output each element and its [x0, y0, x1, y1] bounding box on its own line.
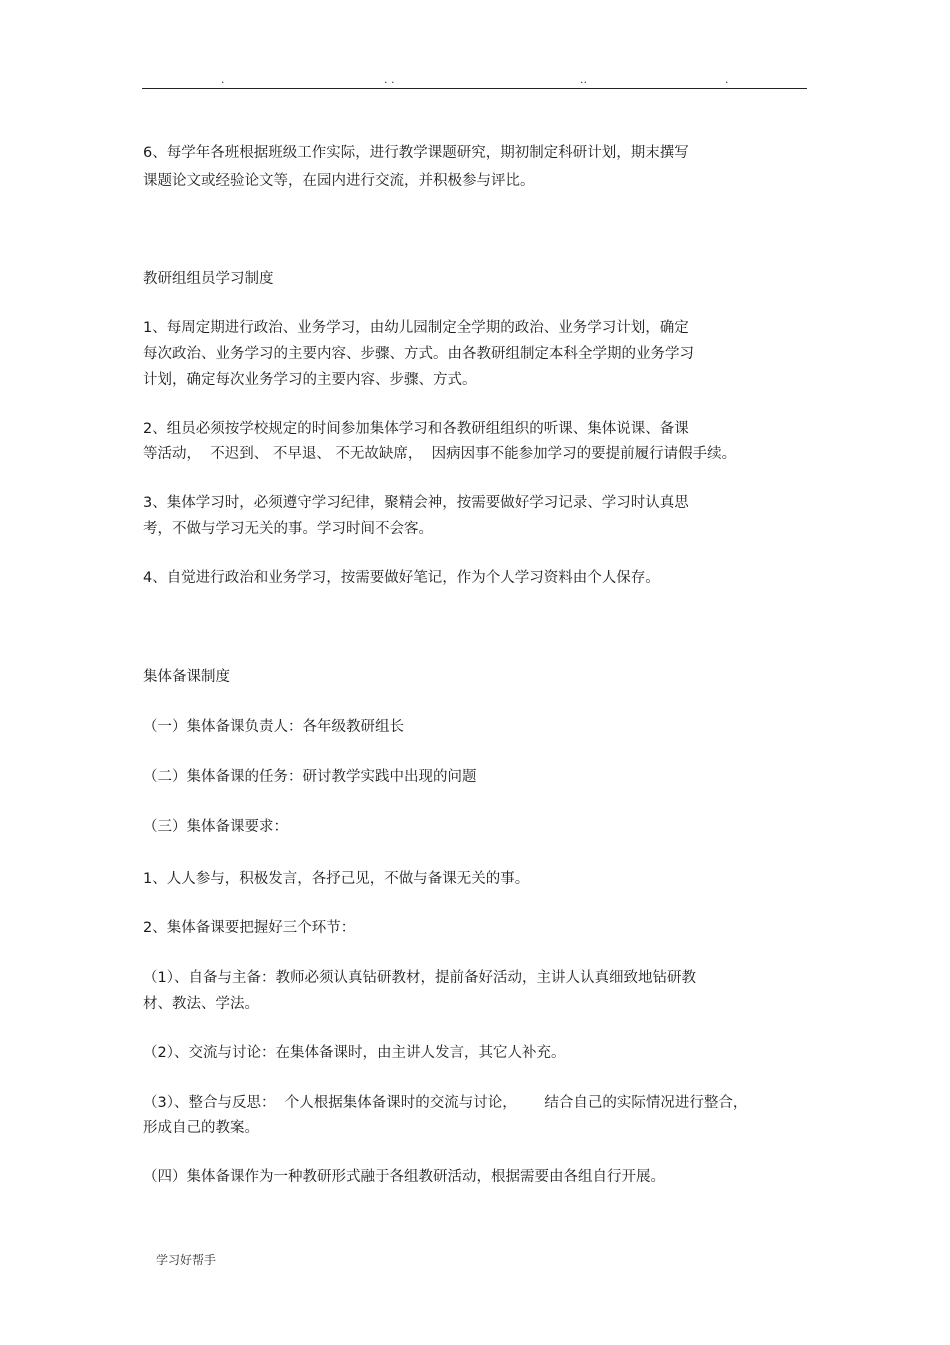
prep-item-1: （一）集体备课负责人：各年级教研组长: [143, 719, 404, 735]
prep-item-4: （四）集体备课作为一种教研形式融于各组教研活动，根据需要由各组自行开展。: [143, 1169, 665, 1185]
section-title-study: 教研组组员学习制度: [143, 271, 274, 287]
header-dot: . .: [384, 73, 395, 86]
step-3-line-1: （3）、整合与反思： 个人根据集体备课时的交流与讨论， 结合自己的实际情况进行整合，: [143, 1095, 748, 1111]
study-item-1-line-3: 计划，确定每次业务学习的主要内容、步骤、方式。: [143, 372, 477, 388]
study-item-3-line-1: 3、集体学习时，必须遵守学习纪律，聚精会神，按需要做好学习记录、学习时认真思: [143, 495, 689, 511]
study-item-3-line-2: 考，不做与学习无关的事。学习时间不会客。: [143, 521, 433, 537]
paragraph-6-line-1: 6、每学年各班根据班级工作实际，进行教学课题研究，期初制定科研计划，期末撰写: [143, 145, 689, 161]
study-item-2-line-2: 等活动， 不迟到、 不早退、 不无故缺席， 因病因事不能参加学习的要提前履行请假手续。: [143, 446, 737, 462]
step-1-line-2: 材、教法、学法。: [143, 996, 259, 1012]
study-item-1-line-1: 1、每周定期进行政治、业务学习，由幼儿园制定全学期的政治、业务学习计划，确定: [143, 320, 689, 336]
page-footer: 学习好帮手: [156, 1253, 217, 1267]
study-item-4: 4、自觉进行政治和业务学习，按需要做好笔记，作为个人学习资料由个人保存。: [143, 570, 660, 586]
header-dot: ..: [580, 73, 587, 86]
paragraph-6-line-2: 课题论文或经验论文等，在园内进行交流，并积极参与评比。: [143, 173, 535, 189]
header-dot: .: [725, 73, 729, 86]
requirement-1: 1、人人参与，积极发言，各抒己见，不做与备课无关的事。: [143, 871, 530, 887]
header-rule: [142, 88, 807, 89]
study-item-2-line-1: 2、组员必须按学校规定的时间参加集体学习和各教研组组织的听课、集体说课、备课: [143, 421, 689, 437]
step-2: （2）、交流与讨论：在集体备课时，由主讲人发言，其它人补充。: [143, 1045, 566, 1061]
step-3-line-2: 形成自己的教案。: [143, 1120, 259, 1136]
prep-item-2: （二）集体备课的任务：研讨教学实践中出现的问题: [143, 769, 477, 785]
header-dot: .: [221, 73, 225, 86]
study-item-1-line-2: 每次政治、业务学习的主要内容、步骤、方式。由各教研组制定本科全学期的业务学习: [143, 346, 694, 362]
section-title-prep: 集体备课制度: [143, 669, 230, 685]
prep-item-3: （三）集体备课要求：: [143, 819, 288, 835]
step-1-line-1: （1）、自备与主备：教师必须认真钻研教材，提前备好活动，主讲人认真细致地钻研教: [143, 970, 696, 986]
requirement-2: 2、集体备课要把握好三个环节：: [143, 920, 356, 936]
